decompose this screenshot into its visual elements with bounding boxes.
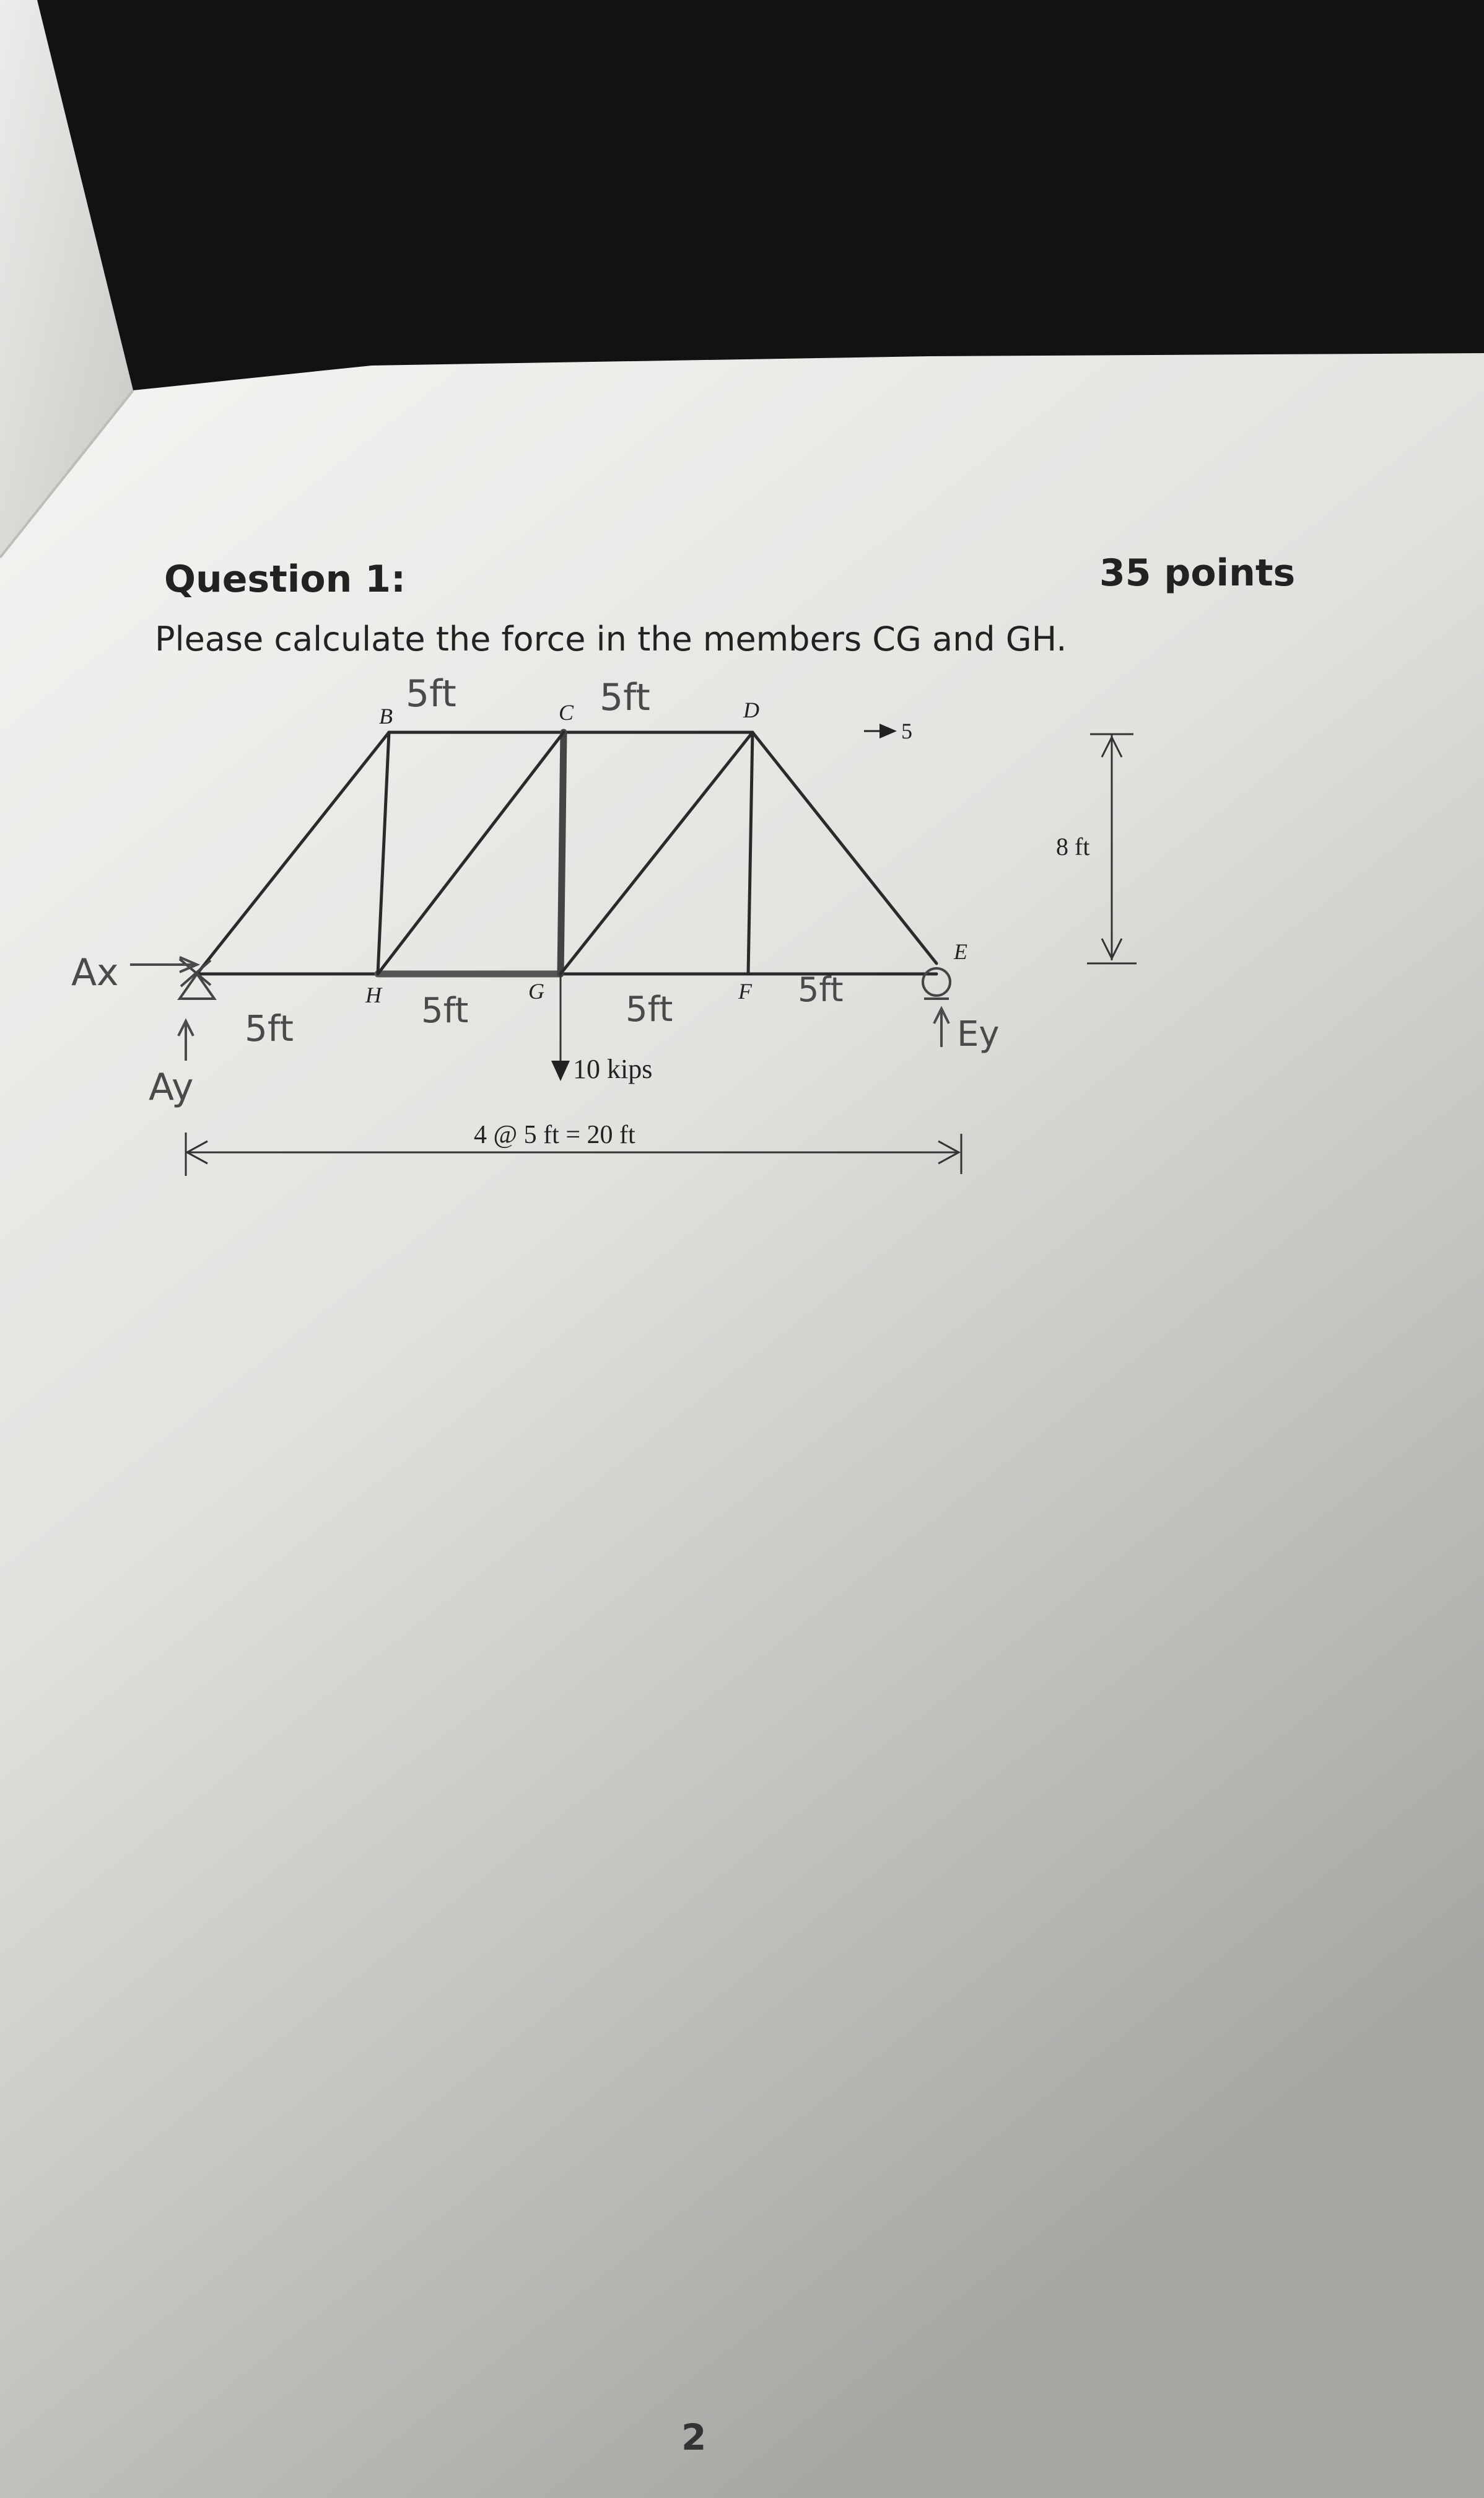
joint-label-h: H: [365, 983, 382, 1007]
handwritten-5ft-cd: 5ft: [600, 676, 650, 719]
member-CG: [561, 732, 564, 974]
joint-label-c: C: [559, 700, 574, 725]
handwritten-ay: Ay: [149, 1066, 194, 1109]
joint-label-e: E: [954, 939, 967, 964]
height-dimension-label: 8 ft: [1056, 833, 1090, 861]
question-points: 35 points: [1099, 551, 1296, 595]
load-label-5: 5: [901, 719, 912, 743]
handwritten-ey: Ey: [957, 1014, 1000, 1054]
question-prompt: Please calculate the force in the members CG and GH.: [155, 620, 1067, 659]
handwritten-5ft-fe: 5ft: [798, 970, 844, 1009]
handwritten-5ft-bc: 5ft: [406, 672, 456, 716]
handwritten-ax: Ax: [71, 951, 119, 994]
load-label-10-kips: 10 kips: [573, 1054, 653, 1084]
joint-label-f: F: [738, 979, 752, 1004]
handwritten-5ft-hg: 5ft: [421, 991, 469, 1031]
span-dimension-label: 4 @ 5 ft = 20 ft: [474, 1121, 635, 1149]
handwritten-5ft-ah: 5ft: [245, 1007, 294, 1050]
joint-label-b: B: [379, 704, 393, 729]
joint-label-g: G: [528, 979, 544, 1004]
paper-sheet: [0, 353, 1484, 2498]
joint-label-d: D: [743, 698, 759, 722]
question-title: Question 1:: [164, 558, 406, 601]
handwritten-5ft-gf: 5ft: [626, 989, 673, 1030]
page-number: 2: [681, 2416, 707, 2458]
